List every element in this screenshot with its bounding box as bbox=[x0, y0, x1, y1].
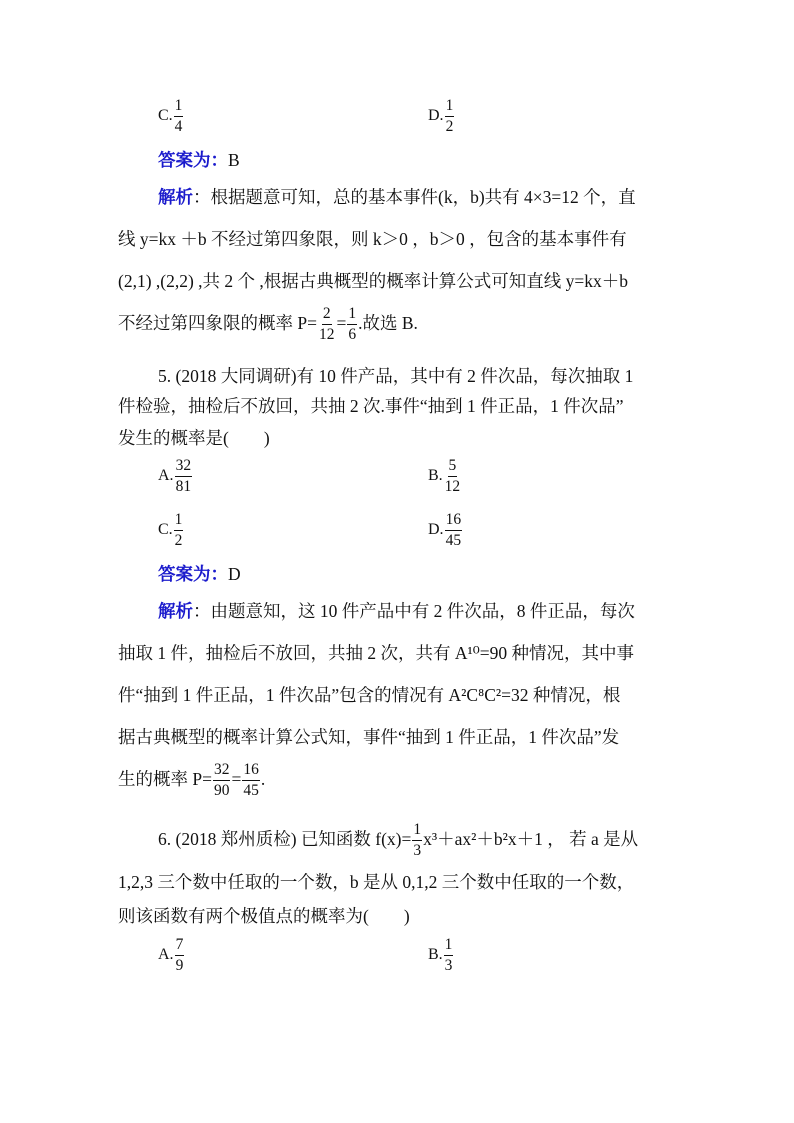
q4-answer: 答案为：B bbox=[158, 150, 240, 170]
q5-option-d[interactable] bbox=[428, 512, 463, 548]
q6-option-b[interactable] bbox=[428, 937, 454, 973]
q5-solution-line-3: 件“抽到 1 件正品，1 件次品”包含的情况有 A²C⁸C²=32 种情况，根 bbox=[118, 685, 621, 705]
fraction: $\frac{1}{3}$ bbox=[413, 821, 422, 859]
fraction: $\frac{7}{9}$ bbox=[175, 936, 184, 974]
q4-solution-line-3: (2,1) ,(2,2) ,共 2 个 ,根据古典概型的概率计算公式可知直线 y=kx＋b bbox=[118, 271, 629, 291]
q6-stem-line-1: 6. (2018 郑州质检) 已知函数 f(x)= $\frac{1}{3}$ x³＋ax²＋b²x＋1 ， 若 a 是从 bbox=[158, 821, 639, 859]
fraction: $\frac{1}{6}$ bbox=[348, 305, 357, 343]
option-label: A. bbox=[158, 467, 174, 484]
q5-stem-line-3: 发生的概率是( ) bbox=[118, 428, 270, 448]
option-label: C. bbox=[158, 107, 173, 124]
q5-stem-line-2: 件检验，抽检后不放回，共抽 2 次.事件“抽到 1 件正品，1 件次品” bbox=[118, 396, 624, 416]
fraction: $\frac{1}{2}$ bbox=[445, 97, 454, 135]
option-label: A. bbox=[158, 946, 174, 963]
q5-solution-line-1: 解析：由题意知，这 10 件产品中有 2 件次品，8 件正品，每次 bbox=[158, 601, 635, 621]
q5-solution-line-4: 据古典概型的概率计算公式知，事件“抽到 1 件正品，1 件次品”发 bbox=[118, 727, 620, 747]
solution-label: 解析 bbox=[158, 187, 193, 207]
q6-stem-line-3: 则该函数有两个极值点的概率为( ) bbox=[118, 906, 410, 926]
q6-option-a[interactable] bbox=[158, 937, 185, 973]
option-label: B. bbox=[428, 946, 443, 963]
option-label: D. bbox=[428, 521, 444, 538]
q5-solution-line-2: 抽取 1 件，抽检后不放回，共抽 2 次，共有 A¹⁰=90 种情况，其中事 bbox=[118, 643, 635, 663]
q5-solution-line-5: 生的概率 P= $\frac{32}{90}$ = $\frac{16}{45}$ . bbox=[118, 761, 266, 799]
solution-label: 解析 bbox=[158, 601, 193, 621]
fraction: $\frac{16}{45}$ bbox=[243, 761, 259, 799]
fraction: $\frac{32}{81}$ bbox=[175, 457, 192, 495]
fraction: $\frac{1}{3}$ bbox=[444, 936, 453, 974]
q5-stem-line-1: 5. (2018 大同调研)有 10 件产品，其中有 2 件次品，每次抽取 1 bbox=[158, 366, 634, 386]
q5-option-c[interactable] bbox=[158, 512, 184, 548]
q4-solution-line-4: 不经过第四象限的概率 P= $\frac{2}{12}$ = $\frac{1}{6}$ .故选 B. bbox=[118, 305, 418, 343]
option-label: B. bbox=[428, 467, 443, 484]
fraction: $\frac{1}{4}$ bbox=[174, 97, 183, 135]
q4-option-d[interactable] bbox=[428, 98, 455, 134]
q4-option-c[interactable] bbox=[158, 98, 184, 134]
fraction: $\frac{1}{2}$ bbox=[174, 511, 183, 549]
q5-option-b[interactable] bbox=[428, 458, 462, 494]
fraction: $\frac{16}{45}$ bbox=[445, 511, 462, 549]
fraction: $\frac{2}{12}$ bbox=[318, 305, 335, 343]
fraction: $\frac{32}{90}$ bbox=[213, 761, 230, 799]
option-label: D. bbox=[428, 107, 444, 124]
q6-stem-line-2: 1,2,3 三个数中任取的一个数，b 是从 0,1,2 三个数中任取的一个数， bbox=[118, 872, 635, 892]
fraction: $\frac{5}{12}$ bbox=[444, 457, 461, 495]
option-label: C. bbox=[158, 521, 173, 538]
q4-solution-line-1: 解析：根据题意可知，总的基本事件(k，b)共有 4×3=12 个，直 bbox=[158, 187, 636, 207]
q5-option-a[interactable] bbox=[158, 458, 193, 494]
q5-answer: 答案为：D bbox=[158, 564, 241, 584]
q4-solution-line-2: 线 y=kx ＋b 不经过第四象限，则 k＞0 ，b＞0 ，包含的基本事件有 bbox=[118, 229, 627, 249]
